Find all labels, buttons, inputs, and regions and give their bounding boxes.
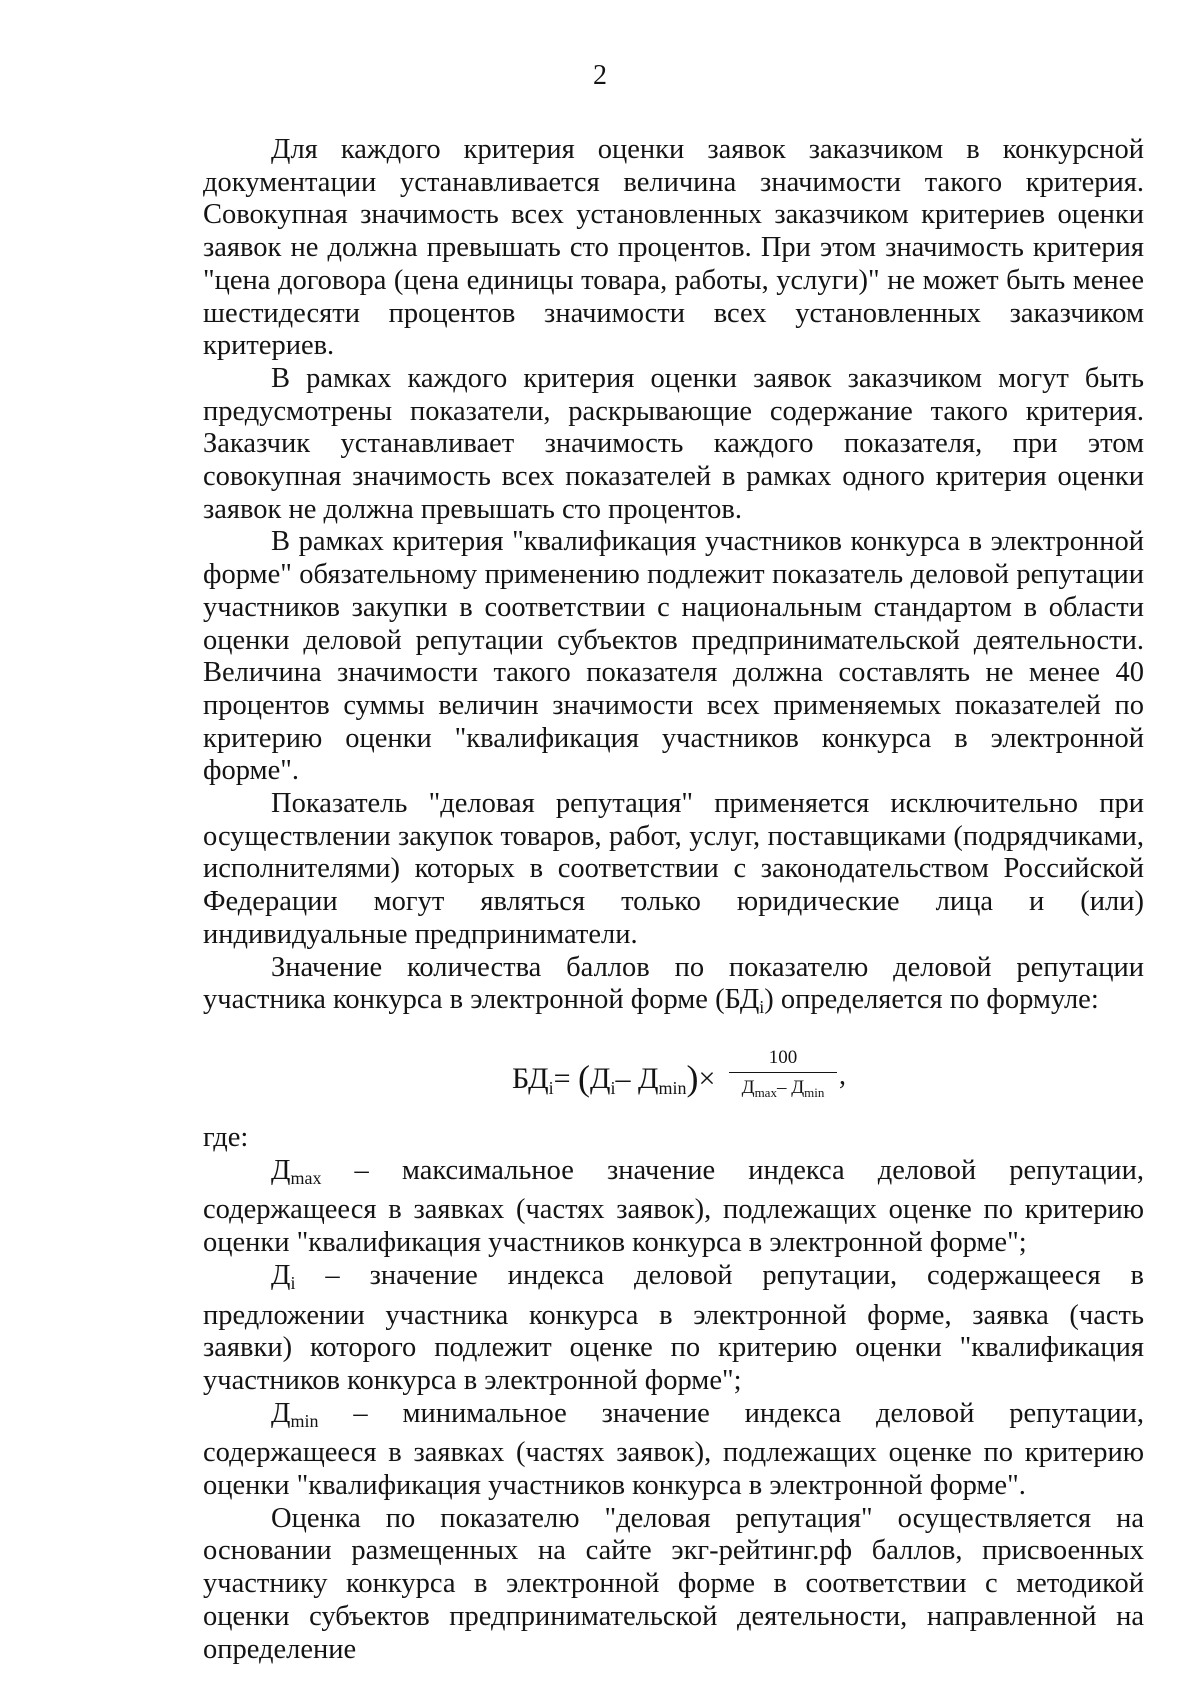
- formula-numerator: 100: [768, 1046, 798, 1068]
- definition-dmin: $Д_{min}$ – минимальное значение индекса деловой репутации, содержащееся в заявках (частях заявок), подлежащих оценке по критерию оценки "квалификация участников конкурса в электронной форме".: [203, 1397, 1144, 1502]
- paragraph-formula-intro: Значение количества баллов по показателю деловой репутации участника конкурса в электронной форме $(БД_i)$ определяется по формуле:: [203, 951, 1144, 1018]
- document-body: [203, 134, 1144, 1666]
- paragraph-assessment-basis: Оценка по показателю "деловая репутация" осуществляется на основании размещенных на сайте экг-рейтинг.рф баллов, присвоенных участнику конкурса в электронной форме в соответствии с методикой оценки субъектов предпринимательской деятельности, направленной на определение: [203, 1502, 1144, 1665]
- paragraph-reputation-indicator: В рамках критерия "квалификация участников конкурса в электронной форме" обязательному применению подлежит показатель деловой репутации участников закупки в соответствии с национальным стандартом в области оценки деловой репутации субъектов предпринимательской деятельности. Величина значимости такого показателя должна составлять не менее 40 процентов суммы величин значимости всех применяемых показателей по критерию оценки "квалификация участников конкурса в электронной форме".: [203, 526, 1144, 787]
- definition-dmax: $Д_{max}$ – максимальное значение индекса деловой репутации, содержащееся в заявках (частях заявок), подлежащих оценке по критерию оценки "квалификация участников конкурса в электронной форме";: [203, 1154, 1144, 1259]
- paragraph-criteria-significance: Для каждого критерия оценки заявок заказчиком в конкурсной документации устанавливается величина значимости такого критерия. Совокупная значимость всех установленных заказчиком критериев оценки заявок не должна превышать сто процентов. При этом значимость критерия "цена договора (цена единицы товара, работы, услуги)" не может быть менее шестидесяти процентов значимости всех установленных заказчиком критериев.: [203, 134, 1144, 362]
- formula-denominator: $Д_{max}-$ $Д_{min}$: [741, 1077, 825, 1101]
- reputation-score-formula: $БД_i= (Д_i-$ $Д_{min})\times$ 100 $Д_{max}-$ $Д_{min}$ ,: [203, 1042, 1144, 1118]
- where-label: где:: [203, 1121, 249, 1153]
- definition-di: $Д_i$ – значение индекса деловой репутации, содержащееся в предложении участника конкурса в электронной форме, заявка (часть заявки) которого подлежит оценке по критерию оценки "квалификация участников конкурса в электронной форме";: [203, 1259, 1144, 1396]
- fraction-bar: [729, 1072, 837, 1074]
- page-number: 2: [593, 60, 607, 91]
- formula-left-part: $БД_i= (Д_i-$ $Д_{min})\times$: [512, 1057, 716, 1098]
- paragraph-reputation-usage: Показатель "деловая репутация" применяется исключительно при осуществлении закупок товаров, работ, услуг, поставщиками (подрядчиками, исполнителями) которых в соответствии с законодательством Российской Федерации могут являться только юридические лица и (или) индивидуальные предприниматели.: [203, 788, 1144, 950]
- paragraph-indicators: В рамках каждого критерия оценки заявок заказчиком могут быть предусмотрены показатели, раскрывающие содержание такого критерия. Заказчик устанавливает значимость каждого показателя, при этом совокупная значимость всех показателей в рамках одного критерия оценки заявок не должна превышать сто процентов.: [203, 362, 1144, 525]
- formula-fraction: [729, 1046, 837, 1106]
